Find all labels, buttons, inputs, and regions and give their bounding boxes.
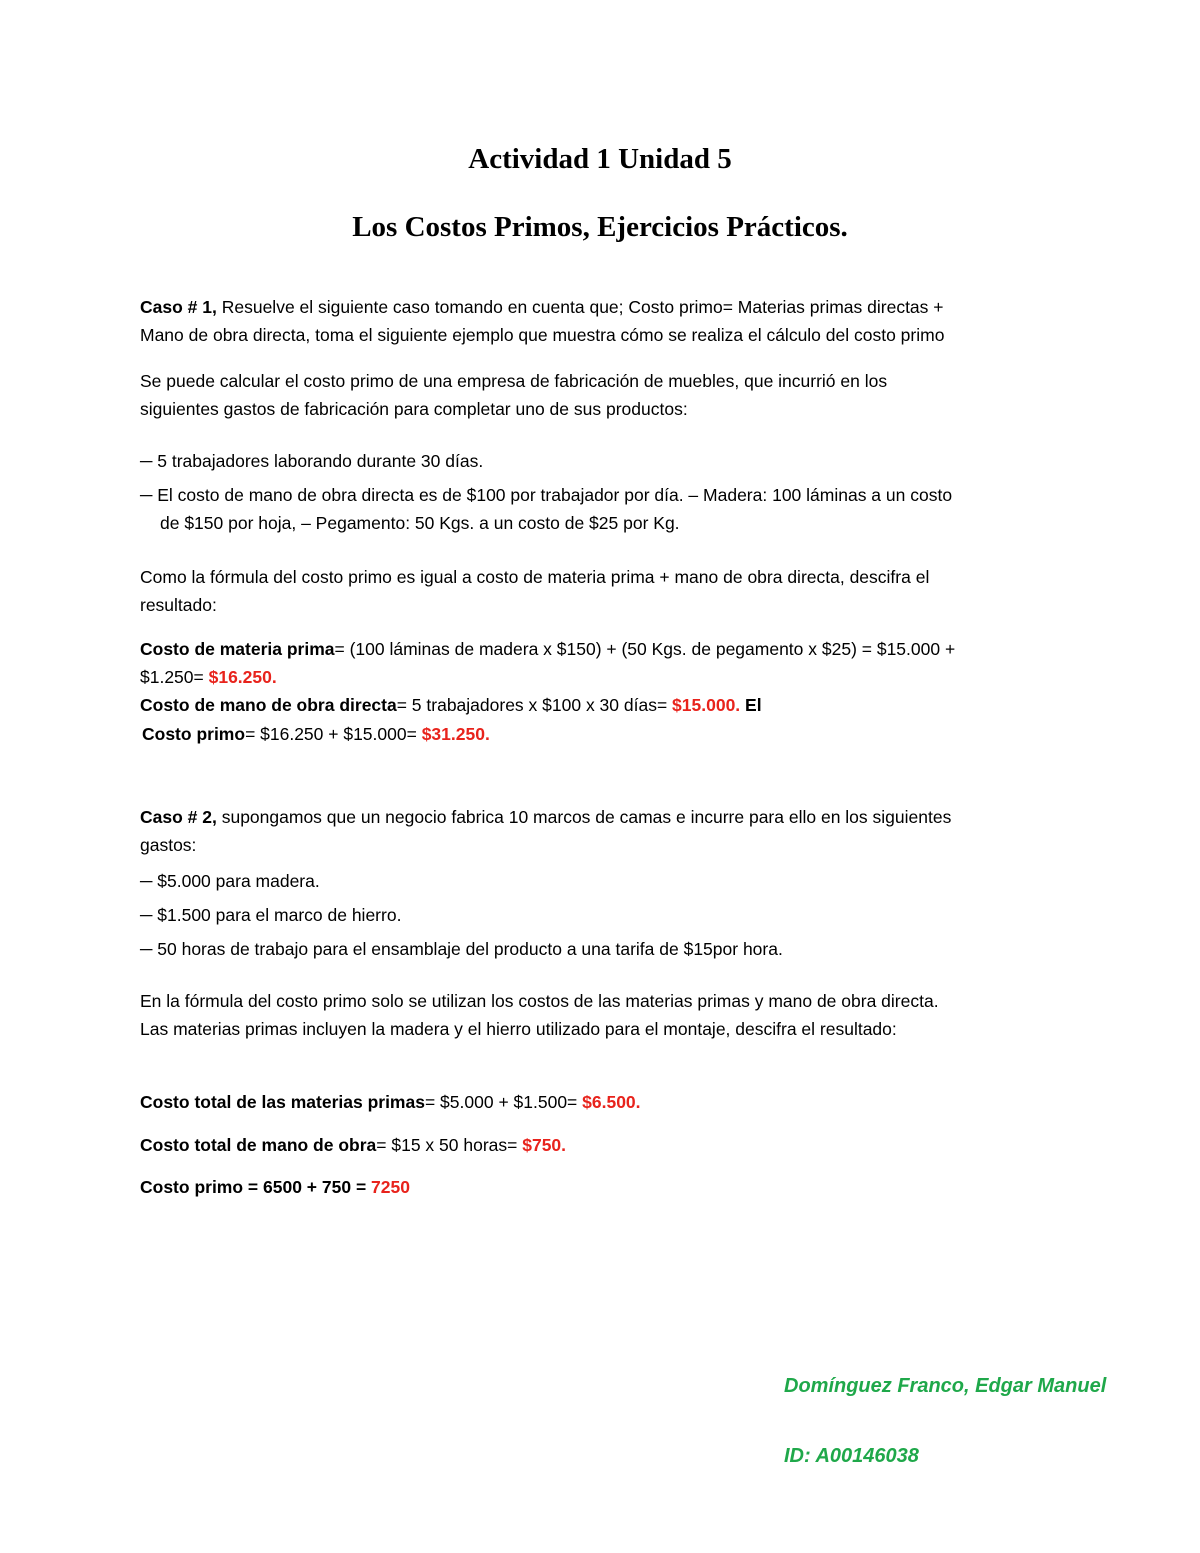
caso2-bullet3: ─ 50 horas de trabajo para el ensamblaje del producto a una tarifa de $15por hora.: [140, 939, 783, 959]
caso2-mano-obra-result: $750.: [522, 1135, 567, 1155]
caso2-intro-line2: gastos:: [140, 835, 197, 855]
caso1-costo-primo-line: [142, 722, 490, 746]
caso2-paragraph2-line2: Las materias primas incluyen la madera y el hierro utilizado para el montaje, descifra el resultado:: [140, 1019, 897, 1039]
caso2-materia-prima-line: [140, 1090, 641, 1114]
caso2-materia-prima-expr: = $5.000 + $1.500=: [424, 1092, 583, 1112]
caso2-materia-prima-label: Costo total de las materias primas: [140, 1092, 425, 1112]
caso1-mano-obra-tail: El: [740, 695, 762, 715]
caso1-paragraph2-line2: siguientes gastos de fabricación para completar uno de sus productos:: [140, 399, 688, 419]
caso1-bullet2-line1: ─ El costo de mano de obra directa es de $100 por trabajador por día. – Madera: 100 láminas a un costo: [140, 485, 953, 505]
caso2-bullet1: ─ $5.000 para madera.: [140, 871, 320, 891]
caso2-mano-obra-line: [140, 1133, 566, 1157]
caso2-materia-prima-result: $6.500.: [582, 1092, 641, 1112]
document-subtitle: Los Costos Primos, Ejercicios Prácticos.: [352, 211, 848, 243]
document-title: Actividad 1 Unidad 5: [468, 143, 732, 175]
caso1-paragraph3-line1: Como la fórmula del costo primo es igual a costo de materia prima + mano de obra directa, descifra el: [140, 567, 930, 587]
caso1-mano-obra-label: Costo de mano de obra directa: [140, 695, 397, 715]
caso2-intro-line1: [140, 805, 951, 829]
caso1-heading: Caso # 1,: [140, 297, 217, 317]
caso2-intro-text: supongamos que un negocio fabrica 10 marcos de camas e incurre para ello en los siguientes: [216, 807, 952, 827]
caso1-mano-obra-result: $15.000.: [672, 695, 741, 715]
caso2-bullet2: ─ $1.500 para el marco de hierro.: [140, 905, 402, 925]
author-id: ID: A00146038: [784, 1445, 919, 1467]
caso1-paragraph2-line1: Se puede calcular el costo primo de una empresa de fabricación de muebles, que incurrió en los: [140, 371, 888, 391]
caso1-materia-prima-label: Costo de materia prima: [140, 639, 335, 659]
caso1-materia-prima-expr2: $1.250=: [140, 667, 209, 687]
caso2-mano-obra-label: Costo total de mano de obra: [140, 1135, 377, 1155]
caso2-paragraph2-line1: En la fórmula del costo primo solo se utilizan los costos de las materias primas y mano de obra directa.: [140, 991, 939, 1011]
caso1-materia-prima-line1: [140, 637, 955, 661]
caso2-heading: Caso # 2,: [140, 807, 217, 827]
caso2-costo-primo-label: Costo primo: [140, 1177, 244, 1197]
caso1-costo-primo-result: $31.250.: [421, 724, 490, 744]
caso2-mano-obra-expr: = $15 x 50 horas=: [376, 1135, 523, 1155]
caso2-costo-primo-line: [140, 1175, 410, 1199]
caso2-costo-primo-expr: = 6500 + 750 =: [243, 1177, 372, 1197]
caso1-mano-obra-line: [140, 693, 762, 717]
caso1-mano-obra-expr: = 5 trabajadores x $100 x 30 días=: [396, 695, 673, 715]
caso1-intro-line2: Mano de obra directa, toma el siguiente ejemplo que muestra cómo se realiza el cálculo del costo primo: [140, 325, 945, 345]
caso1-intro-text: Resuelve el siguiente caso tomando en cuenta que; Costo primo= Materias primas directas +: [216, 297, 944, 317]
caso1-bullet2-line2: de $150 por hoja, – Pegamento: 50 Kgs. a un costo de $25 por Kg.: [160, 513, 680, 533]
caso1-costo-primo-expr: = $16.250 + $15.000=: [245, 724, 422, 744]
caso1-intro-line1: [140, 295, 944, 319]
caso1-materia-prima-line2: [140, 665, 277, 689]
caso1-paragraph3-line2: resultado:: [140, 595, 217, 615]
caso1-costo-primo-label: Costo primo: [142, 724, 246, 744]
caso1-materia-prima-expr: = (100 láminas de madera x $150) + (50 Kgs. de pegamento x $25) = $15.000 +: [334, 639, 956, 659]
caso1-materia-prima-result: $16.250.: [208, 667, 277, 687]
author-name: Domínguez Franco, Edgar Manuel: [784, 1375, 1107, 1397]
caso1-bullet1: ─ 5 trabajadores laborando durante 30 días.: [140, 451, 484, 471]
caso2-costo-primo-result: 7250: [371, 1177, 410, 1197]
